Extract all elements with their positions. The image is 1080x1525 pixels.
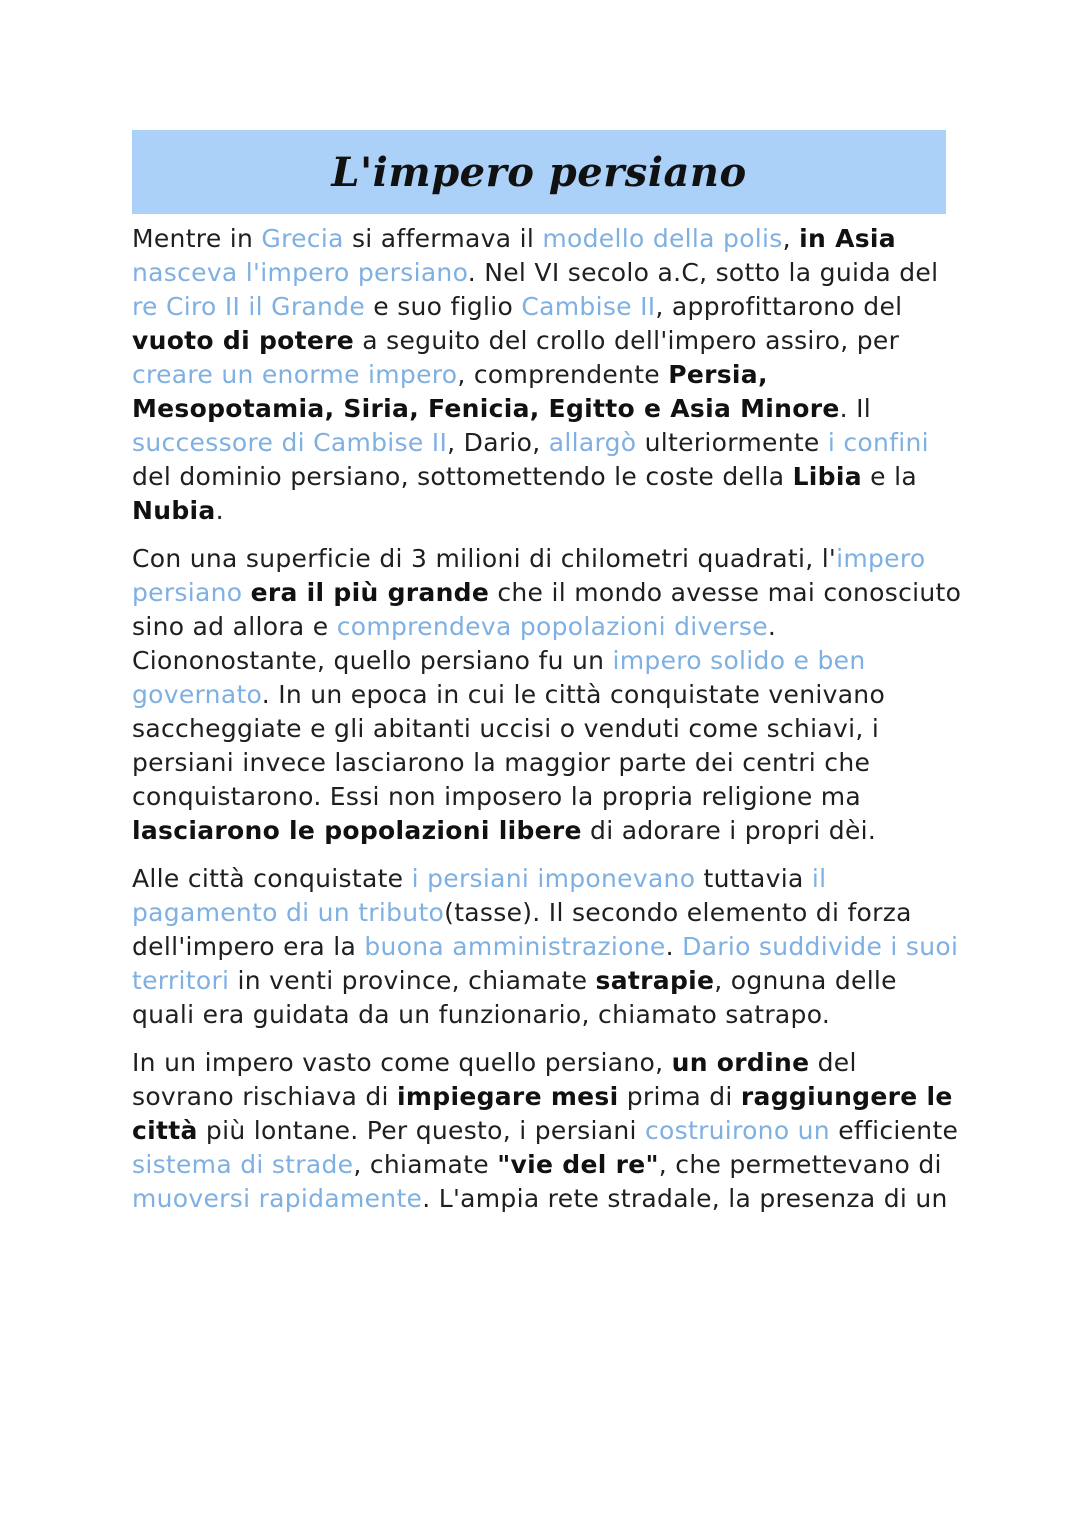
bold-text: Libia	[792, 462, 862, 491]
highlighted-text: creare un enorme impero	[132, 360, 458, 389]
body-text: Con una superficie di 3 milioni di chilometri quadrati, l'	[132, 544, 837, 573]
bold-text: Persia, Mesopotamia, Siria, Fenicia, Egitto e Asia Minore	[132, 360, 840, 423]
body-text: . L'ampia rete stradale, la presenza di un	[422, 1184, 948, 1213]
highlighted-text: Cambise II	[521, 292, 656, 321]
body-text: , che permettevano di	[658, 1150, 942, 1179]
body-text: , approfittarono del	[655, 292, 903, 321]
bold-text: satrapie	[595, 966, 715, 995]
highlighted-text: i persiani imponevano	[411, 864, 696, 893]
body-text: . Nel VI secolo a.C, sotto la guida del	[467, 258, 939, 287]
highlighted-text: allargò	[548, 428, 637, 457]
body-text: prima di	[618, 1082, 741, 1111]
body-text: ,	[782, 224, 800, 253]
body-text: (tasse). Il secondo elemento di forza dell'impero era la	[132, 898, 912, 961]
body-text: che il mondo avesse mai conosciuto sino ad allora e	[132, 578, 962, 641]
paragraph-1	[132, 222, 962, 528]
body-text: efficiente	[829, 1116, 959, 1145]
body-text: , ognuna delle quali era guidata da un funzionario, chiamato satrapo.	[132, 966, 897, 1029]
highlighted-text: impero persiano	[132, 544, 926, 607]
body-text: , comprendente	[457, 360, 669, 389]
body-text: del dominio persiano, sottomettendo le coste della	[132, 462, 793, 491]
highlighted-text: Dario suddivide i suoi territori	[132, 932, 959, 995]
bold-text: raggiungere le città	[132, 1082, 953, 1145]
highlighted-text: i confini	[827, 428, 929, 457]
bold-text: lasciarono le popolazioni libere	[132, 816, 582, 845]
highlighted-text: impero solido e ben governato	[132, 646, 866, 709]
body-text: si affermava il	[343, 224, 543, 253]
body-text: . Il	[839, 394, 872, 423]
body-text	[242, 578, 250, 607]
title-banner	[132, 130, 946, 214]
highlighted-text: Grecia	[261, 224, 344, 253]
body-text: in venti province, chiamate	[229, 966, 596, 995]
highlighted-text: re Ciro II il Grande	[132, 292, 366, 321]
body-text: di adorare i propri dèi.	[581, 816, 877, 845]
body-text: Alle città conquistate	[132, 864, 412, 893]
paragraph-3	[132, 862, 962, 1032]
body-text: del sovrano rischiava di	[132, 1048, 857, 1111]
body-text: più lontane. Per questo, i persiani	[197, 1116, 646, 1145]
highlighted-text: nasceva l'impero persiano	[132, 258, 468, 287]
body-text: .	[665, 932, 683, 961]
bold-text: vuoto di potere	[132, 326, 355, 355]
body-text: e la	[861, 462, 917, 491]
highlighted-text: modello della polis	[542, 224, 783, 253]
body-text: , chiamate	[353, 1150, 498, 1179]
bold-text: "vie del re"	[497, 1150, 659, 1179]
body-text: , Dario,	[447, 428, 549, 457]
body-text: tuttavia	[695, 864, 812, 893]
bold-text: un ordine	[671, 1048, 810, 1077]
highlighted-text: muoversi rapidamente	[132, 1184, 423, 1213]
body-text: .	[215, 496, 224, 525]
body-text: ulteriormente	[636, 428, 828, 457]
document-body	[132, 222, 962, 1230]
highlighted-text: comprendeva popolazioni diverse	[336, 612, 768, 641]
highlighted-text: il pagamento di un tributo	[132, 864, 827, 927]
body-text: Mentre in	[132, 224, 262, 253]
body-text: . Ciononostante, quello persiano fu un	[132, 612, 777, 675]
paragraph-2	[132, 542, 962, 848]
body-text: a seguito del crollo dell'impero assiro, per	[354, 326, 900, 355]
bold-text: era il più grande	[250, 578, 490, 607]
bold-text: in Asia	[799, 224, 896, 253]
highlighted-text: sistema di strade	[132, 1150, 354, 1179]
body-text: In un impero vasto come quello persiano,	[132, 1048, 672, 1077]
bold-text: Nubia	[132, 496, 216, 525]
highlighted-text: buona amministrazione	[364, 932, 666, 961]
bold-text: impiegare mesi	[397, 1082, 619, 1111]
body-text: e suo figlio	[365, 292, 522, 321]
highlighted-text: successore di Cambise II	[132, 428, 448, 457]
body-text: . In un epoca in cui le città conquistate venivano saccheggiate e gli abitanti uccisi o venduti come schiavi, i persiani invece lasciarono la maggior parte dei centri che conquistarono. Essi non imposero la propria religione ma	[132, 680, 886, 811]
highlighted-text: costruirono un	[645, 1116, 830, 1145]
paragraph-4	[132, 1046, 962, 1216]
page-title: L'impero persiano	[331, 148, 747, 196]
